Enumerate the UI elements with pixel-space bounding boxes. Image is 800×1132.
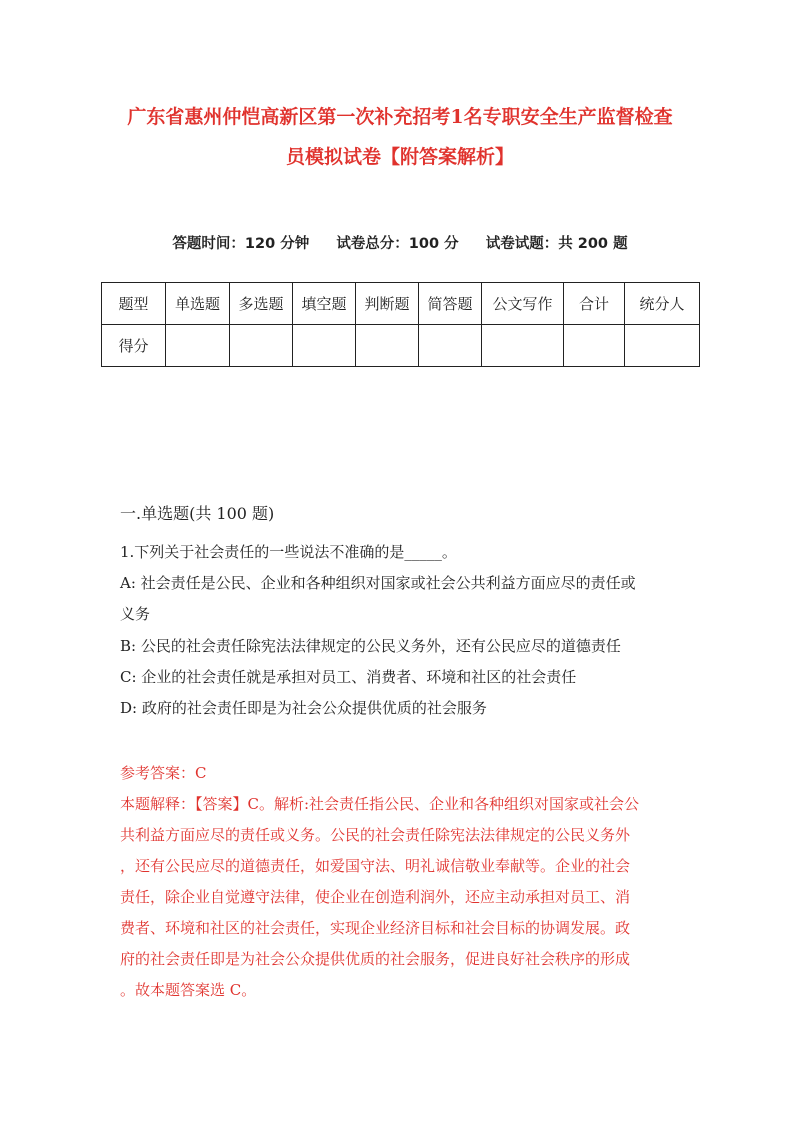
header-true-false: 判断题 — [356, 283, 419, 325]
document-title-line-1: 广东省惠州仲恺高新区第一次补充招考1名专职安全生产监督检查 — [127, 106, 673, 128]
header-single-choice: 单选题 — [166, 283, 230, 325]
explanation-line: 责任，除企业自觉遵守法律，使企业在创造利润外，还应主动承担对员工、消 — [120, 888, 631, 906]
score-cell — [230, 325, 293, 367]
score-table — [101, 282, 700, 367]
header-type: 题型 — [102, 283, 166, 325]
score-cell — [293, 325, 356, 367]
score-cell — [356, 325, 419, 367]
header-scorer: 统分人 — [625, 283, 700, 325]
explanation-line: 本题解释：【答案】C。解析:社会责任指公民、企业和各种组织对国家或社会公 — [120, 795, 640, 813]
explanation-line: 府的社会责任即是为社会公众提供优质的社会服务，促进良好社会秩序的形成 — [120, 950, 631, 968]
option-d: D: 政府的社会责任即是为社会公众提供优质的社会服务 — [120, 699, 487, 717]
score-cell — [564, 325, 625, 367]
explanation-line: 费者、环境和社区的社会责任，实现企业经济目标和社会目标的协调发展。政 — [120, 919, 631, 937]
row-label-score: 得分 — [102, 325, 166, 367]
option-a: A: 社会责任是公民、企业和各种组织对国家或社会公共利益方面应尽的责任或 — [120, 574, 636, 592]
exam-time: 答题时间：120 分钟 — [172, 236, 310, 252]
reference-answer: 参考答案：C — [120, 764, 207, 782]
exam-total-score: 试卷总分：100 分 — [336, 236, 459, 252]
explanation-line: 。故本题答案选 C。 — [120, 981, 257, 999]
option-a-continued: 义务 — [120, 605, 151, 623]
score-cell — [166, 325, 230, 367]
explanation-line: ，还有公民应尽的道德责任，如爱国守法、明礼诚信敬业奉献等。企业的社会 — [120, 857, 631, 875]
document-title-line-2: 员模拟试卷【附答案解析】 — [285, 146, 514, 168]
exam-question-count: 试卷试题：共 200 题 — [485, 236, 628, 252]
score-cell — [625, 325, 700, 367]
score-table-score-row — [102, 325, 700, 367]
score-cell — [419, 325, 482, 367]
header-short-answer: 简答题 — [419, 283, 482, 325]
header-official-writing: 公文写作 — [482, 283, 564, 325]
header-multiple-choice: 多选题 — [230, 283, 293, 325]
question-stem: 1.下列关于社会责任的一些说法不准确的是_____。 — [120, 543, 457, 561]
score-cell — [482, 325, 564, 367]
exam-meta — [0, 232, 800, 253]
score-table-header-row — [102, 283, 700, 325]
header-fill-blank: 填空题 — [293, 283, 356, 325]
option-c: C: 企业的社会责任就是承担对员工、消费者、环境和社区的社会责任 — [120, 668, 577, 686]
section-title: 一.单选题(共 100 题) — [120, 504, 275, 523]
option-b: B: 公民的社会责任除宪法法律规定的公民义务外，还有公民应尽的道德责任 — [120, 637, 621, 655]
header-total: 合计 — [564, 283, 625, 325]
explanation-line: 共利益方面应尽的责任或义务。公民的社会责任除宪法法律规定的公民义务外 — [120, 826, 631, 844]
